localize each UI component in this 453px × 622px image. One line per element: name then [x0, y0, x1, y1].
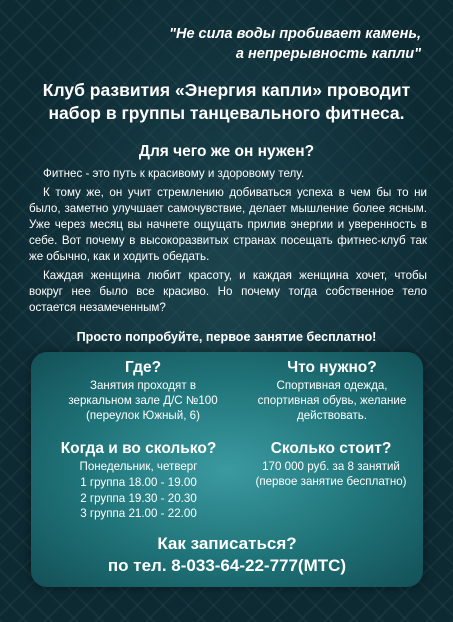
signup-question: Как записаться? [157, 534, 297, 553]
schedule-list [36, 475, 241, 522]
paragraph: Фитнес - это путь к красивому и здоровому телу. [43, 167, 305, 180]
need-line: действовать. [296, 409, 368, 422]
where-block [43, 358, 243, 423]
free-trial-callout: Просто попробуйте, первое занятие бесплатно! [76, 330, 377, 344]
where-line: зеркальном зале Д/С №100 [68, 394, 218, 407]
where-line: (переулок Южный, 6) [86, 409, 200, 422]
when-heading: Когда и во сколько? [60, 440, 217, 457]
epigraph-quote [61, 24, 421, 64]
headline-line-2: набор в группы танцевального фитнеса. [48, 103, 405, 123]
paragraph: К тому же, он учит стремлению добиваться успеха в чем бы то ни было, заметно улучшает самочувствие, делает мышление более ясным. Уже через месяц вы начнете ощущать прилив энергии и уверенность в себе. Вот почему в высокоразвитых странах посещать фитнес-клуб так же обычно, как и ходить обедать. [29, 186, 427, 263]
schedule-days: Понедельник, четверг [79, 460, 198, 473]
cost-line: (первое занятие бесплатно) [255, 475, 407, 488]
cost-block [239, 439, 423, 489]
headline [14, 79, 439, 125]
cost-line: 170 000 руб. за 8 занятий [262, 460, 400, 473]
subheading: Для чего же он нужен? [138, 143, 315, 160]
where-heading: Где? [124, 359, 162, 376]
schedule-group: 2 группа 19.30 - 20.30 [80, 491, 197, 505]
when-block [36, 439, 241, 522]
schedule-group: 3 группа 21.00 - 22.00 [80, 507, 197, 520]
where-line: Занятия проходят в [89, 379, 197, 392]
headline-line-1: Клуб развития «Энергия капли» проводит [42, 80, 411, 100]
quote-line-2: а непрерывность капли" [235, 46, 421, 62]
signup-phone: по тел. 8-033-64-22-777(МТС) [107, 556, 347, 575]
schedule-group: 1 группа 18.00 - 19.00 [80, 476, 197, 489]
need-heading: Что нужно? [287, 359, 377, 376]
cost-heading: Сколько стоит? [270, 440, 392, 457]
info-panel [31, 352, 423, 587]
body-text [29, 166, 427, 319]
need-line: Спортивная одежда, [276, 379, 388, 392]
signup-block [31, 533, 423, 577]
need-line: спортивная обувь, желание [257, 394, 407, 407]
quote-line-1: "Не сила воды пробивает камень, [169, 26, 421, 42]
need-block [241, 358, 423, 423]
paragraph: Каждая женщина любит красоту, и каждая женщина хочет, чтобы вокруг нее было все красиво. Но почему тогда собственное тело остается незамеченным? [29, 269, 427, 314]
